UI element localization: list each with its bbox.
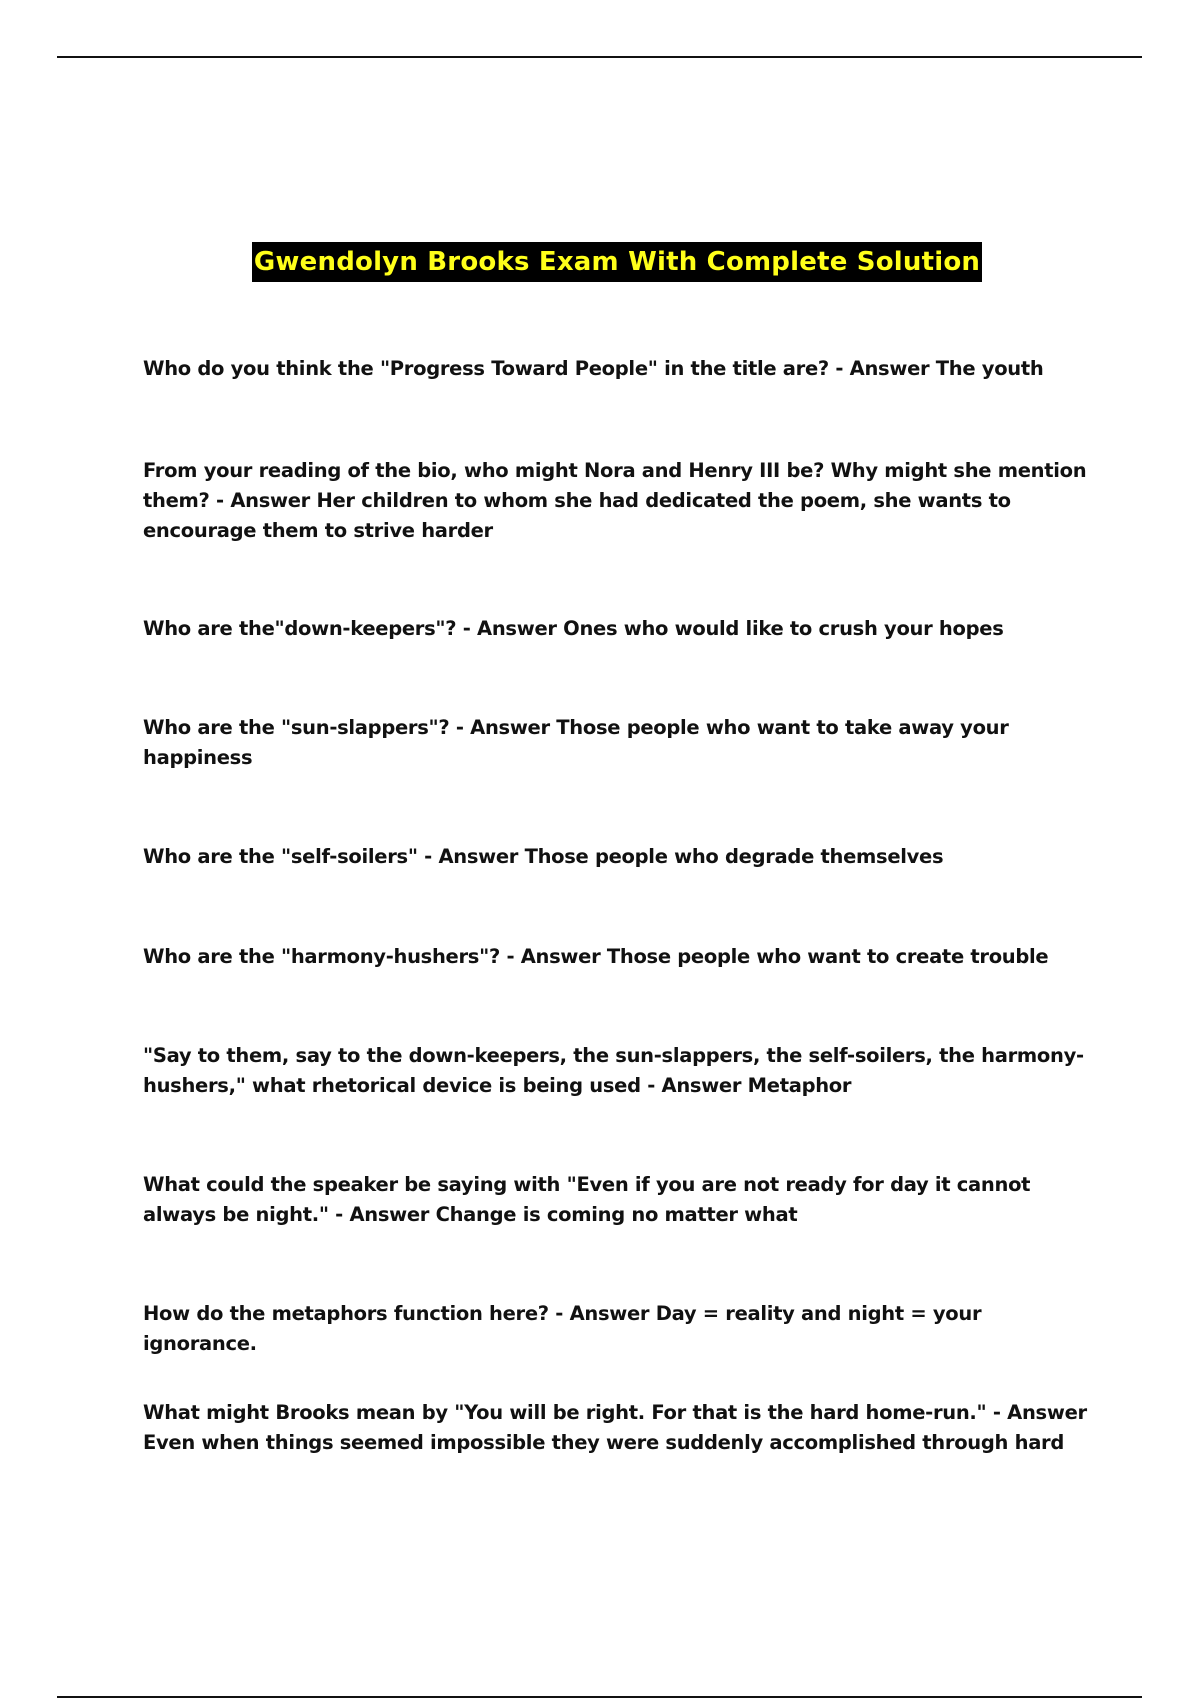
qa-item-5: Who are the "self-soilers" - Answer Those people who degrade themselves (143, 845, 944, 868)
document-title: Gwendolyn Brooks Exam With Complete Solution (252, 242, 982, 282)
qa-item-3: Who are the"down-keepers"? - Answer Ones who would like to crush your hopes (143, 617, 1004, 640)
top-rule (57, 56, 1142, 58)
qa-item-10: What might Brooks mean by "You will be right. For that is the hard home-run." - Answer Even when things seemed impossible they were suddenly accomplished through hard (143, 1401, 1087, 1454)
bottom-rule (57, 1696, 1142, 1698)
qa-item-1: Who do you think the "Progress Toward People" in the title are? - Answer The youth (143, 357, 1044, 380)
qa-item-4: Who are the "sun-slappers"? - Answer Those people who want to take away your happiness (143, 716, 1009, 769)
qa-item-2: From your reading of the bio, who might Nora and Henry III be? Why might she mention them? - Answer Her children to whom she had dedicated the poem, she wants to encourage them to strive harder (143, 459, 1087, 542)
title-container (0, 242, 1200, 282)
qa-item-9: How do the metaphors function here? - Answer Day = reality and night = your ignorance. (143, 1302, 982, 1355)
qa-item-8: What could the speaker be saying with "Even if you are not ready for day it cannot always be night." - Answer Change is coming no matter what (143, 1173, 1031, 1226)
qa-item-6: Who are the "harmony-hushers"? - Answer Those people who want to create trouble (143, 945, 1049, 968)
qa-item-7: "Say to them, say to the down-keepers, the sun-slappers, the self-soilers, the harmony-hushers," what rhetorical device is being used - Answer Metaphor (143, 1044, 1084, 1097)
